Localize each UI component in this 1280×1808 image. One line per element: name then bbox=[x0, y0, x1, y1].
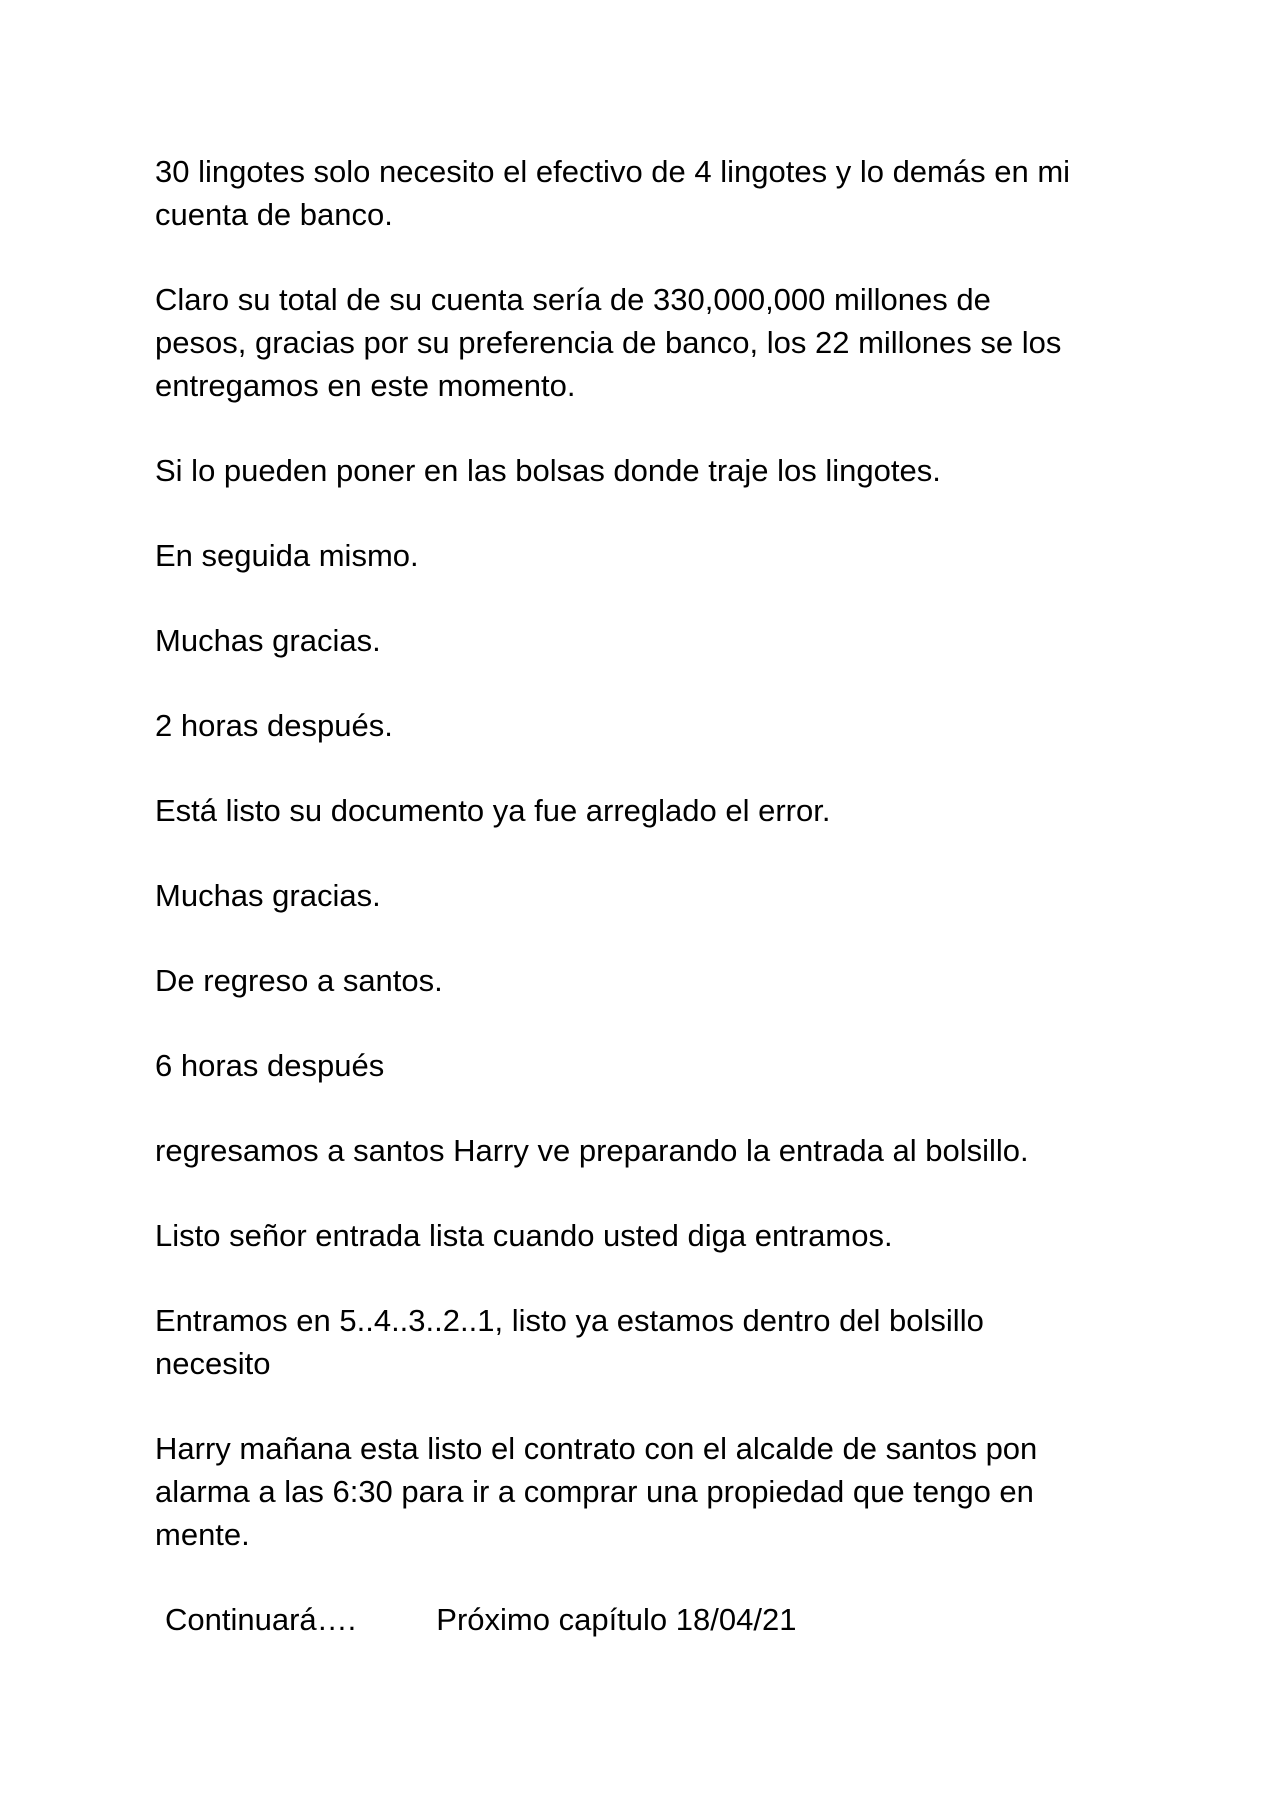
text-line: alarma a las 6:30 para ir a comprar una propiedad que tengo en bbox=[155, 1474, 1034, 1509]
text-line: De regreso a santos. bbox=[155, 963, 443, 998]
paragraph-9 bbox=[155, 959, 1115, 1002]
text-line: En seguida mismo. bbox=[155, 538, 419, 573]
paragraph-4 bbox=[155, 534, 1115, 577]
paragraph-12 bbox=[155, 1214, 1115, 1257]
text-line: Entramos en 5..4..3..2..1, listo ya estamos dentro del bolsillo bbox=[155, 1303, 984, 1338]
text-line: 6 horas después bbox=[155, 1048, 385, 1083]
chapter-footer bbox=[155, 1598, 1115, 1641]
paragraph-1 bbox=[155, 150, 1115, 236]
text-line: Está listo su documento ya fue arreglado el error. bbox=[155, 793, 831, 828]
paragraph-3 bbox=[155, 449, 1115, 492]
paragraph-10 bbox=[155, 1044, 1115, 1087]
text-line: 30 lingotes solo necesito el efectivo de 4 lingotes y lo demás en mi bbox=[155, 154, 1071, 189]
text-line: mente. bbox=[155, 1517, 250, 1552]
text-line: necesito bbox=[155, 1346, 271, 1381]
text-line: Muchas gracias. bbox=[155, 623, 381, 658]
paragraph-14 bbox=[155, 1427, 1115, 1556]
paragraph-11 bbox=[155, 1129, 1115, 1172]
text-line: cuenta de banco. bbox=[155, 197, 393, 232]
paragraph-5 bbox=[155, 619, 1115, 662]
text-line: Listo señor entrada lista cuando usted diga entramos. bbox=[155, 1218, 893, 1253]
paragraph-7 bbox=[155, 789, 1115, 832]
paragraph-13 bbox=[155, 1299, 1115, 1385]
text-line: regresamos a santos Harry ve preparando la entrada al bolsillo. bbox=[155, 1133, 1029, 1168]
text-line: Harry mañana esta listo el contrato con el alcalde de santos pon bbox=[155, 1431, 1038, 1466]
text-line: Claro su total de su cuenta sería de 330,000,000 millones de bbox=[155, 282, 991, 317]
text-line: Muchas gracias. bbox=[155, 878, 381, 913]
continues-label: Continuará…. bbox=[165, 1602, 357, 1637]
text-line: 2 horas después. bbox=[155, 708, 393, 743]
paragraph-8 bbox=[155, 874, 1115, 917]
text-line: entregamos en este momento. bbox=[155, 368, 576, 403]
text-line: Si lo pueden poner en las bolsas donde traje los lingotes. bbox=[155, 453, 941, 488]
paragraph-2 bbox=[155, 278, 1115, 407]
paragraph-6 bbox=[155, 704, 1115, 747]
text-line: pesos, gracias por su preferencia de banco, los 22 millones se los bbox=[155, 325, 1062, 360]
document-page bbox=[155, 150, 1115, 1641]
next-chapter-label: Próximo capítulo 18/04/21 bbox=[436, 1602, 797, 1637]
